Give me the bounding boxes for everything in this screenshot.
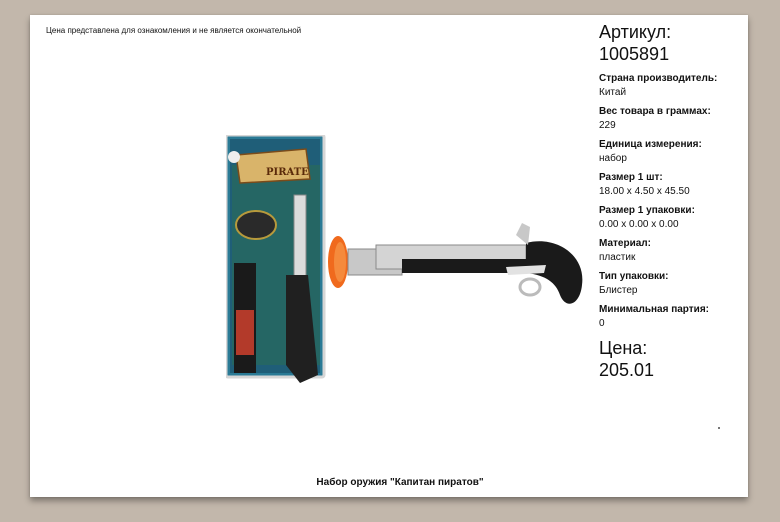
spec-package-size	[599, 204, 744, 232]
spec-country	[599, 72, 744, 100]
spec-unit	[599, 138, 744, 166]
spec-package-type	[599, 270, 744, 298]
spec-min-batch	[599, 303, 744, 331]
spec-material	[599, 237, 744, 265]
product-photo	[226, 135, 596, 405]
spec-value: 0	[599, 318, 605, 329]
spec-label: Материал:	[599, 238, 651, 249]
spec-label: Минимальная партия:	[599, 304, 709, 315]
spec-value: Китай	[599, 87, 627, 98]
spec-label: Размер 1 упаковки:	[599, 205, 695, 216]
article-label: Артикул:	[599, 22, 672, 42]
spec-item-size	[599, 171, 744, 199]
price-disclaimer: Цена представлена для ознакомления и не является окончательной	[46, 26, 302, 35]
price-value: 205.01	[599, 360, 655, 380]
spec-value: Блистер	[599, 285, 638, 296]
stray-dot	[718, 427, 720, 429]
product-card	[30, 15, 748, 497]
spec-value: набор	[599, 153, 627, 164]
product-title: Набор оружия "Капитан пиратов"	[316, 477, 484, 488]
spec-value: 18.00 x 4.50 x 45.50	[599, 186, 690, 197]
spec-value: пластик	[599, 252, 636, 263]
spec-value: 0.00 x 0.00 x 0.00	[599, 219, 679, 230]
price-label: Цена:	[599, 338, 648, 358]
spec-label: Вес товара в граммах:	[599, 106, 711, 117]
spec-label: Размер 1 шт:	[599, 172, 663, 183]
spec-label: Единица измерения:	[599, 139, 702, 150]
spec-label: Тип упаковки:	[599, 271, 669, 282]
spec-panel	[599, 21, 744, 381]
spec-value: 229	[599, 120, 616, 131]
spec-label: Страна производитель:	[599, 73, 718, 84]
article-value: 1005891	[599, 44, 670, 64]
spec-weight	[599, 105, 744, 133]
packaging-label: PIRATE	[266, 167, 309, 178]
